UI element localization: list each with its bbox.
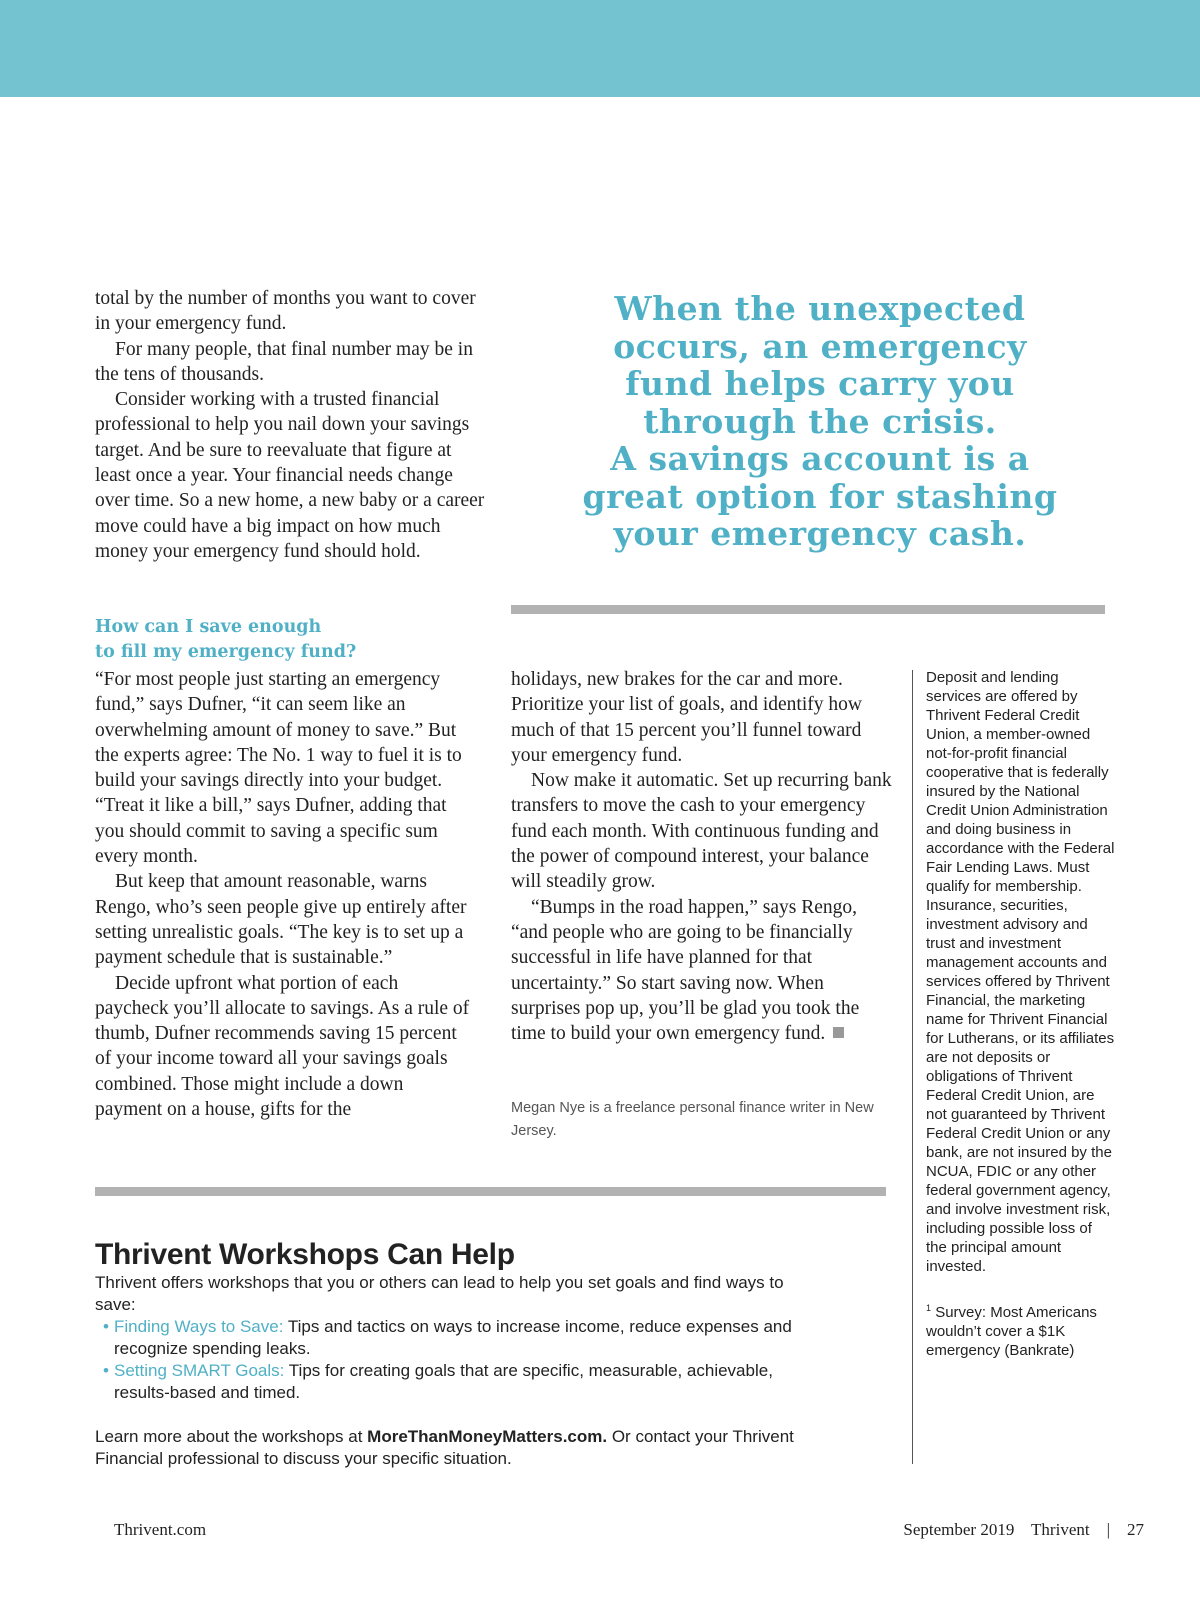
paragraph: For many people, that final number may be in the tens of thousands. [95, 338, 473, 385]
disclosure-text: Deposit and lending services are offered by Thrivent Federal Credit Union, a member-owned not-for-profit financial cooperative that is federally insured by the National Credit Union Administration and doing business in accordance with the Federal Fair Lending Laws. Must qualify for membership. Insurance, securities, investment advisory and trust and investment management accounts and services offered by Thrivent Financial, the marketing name for Thrivent Financial for Lutherans, or its affiliates are not deposits or obligations of Thrivent Federal Credit Union, are not guaranteed by Thrivent Federal Credit Union or any bank, are not insured by the NCUA, FDIC or any other federal government agency, and involve investment risk, including possible loss of the principal amount invested. [926, 669, 1115, 1275]
article-column-1-bottom [95, 667, 475, 1122]
author-byline [511, 1097, 896, 1143]
pull-quote-part-1: When the unexpected occurs, an emergency fund helps carry you through the crisis. [613, 289, 1027, 441]
learn-more-suffix: Or contact your Thrivent Financial professional to discuss your specific situation. [95, 1427, 794, 1468]
footnote [926, 1299, 1116, 1360]
footnote-marker: 1 [926, 1303, 932, 1313]
header-band [0, 0, 1200, 97]
workshops-intro: Thrivent offers workshops that you or others can lead to help you set goals and find ways to save: [95, 1273, 784, 1314]
sidebar-divider [912, 670, 913, 1464]
subhead [95, 615, 485, 665]
paragraph [511, 895, 896, 1047]
pull-quote [560, 290, 1080, 553]
workshops-learn-more [95, 1426, 815, 1470]
footnote-text: Survey: Most Americans wouldn’t cover a $1K emergency (Bankrate) [926, 1304, 1097, 1359]
divider [511, 605, 1105, 614]
footer-separator: | [1106, 1520, 1110, 1539]
paragraph: But keep that amount reasonable, warns Rengo, who’s seen people give up entirely after setting unrealistic goals. “The key is to set up a payment schedule that is sustainable.” [95, 871, 467, 969]
paragraph: holidays, new brakes for the car and more. Prioritize your list of goals, and identify how much of that 15 percent you’ll funnel toward your emergency fund. [511, 669, 862, 766]
workshop-label: Setting SMART Goals: [114, 1361, 285, 1380]
learn-more-prefix: Learn more about the workshops at [95, 1427, 368, 1446]
footer-date: September 2019 [903, 1520, 1015, 1539]
workshop-description: Tips for creating goals that are specific, measurable, achievable, results-based and timed. [114, 1361, 773, 1402]
sidebar [926, 668, 1116, 1360]
bullet-icon: • [103, 1317, 109, 1336]
footer-magazine: Thrivent [1031, 1520, 1090, 1539]
paragraph: Now make it automatic. Set up recurring bank transfers to move the cash to your emergency fund each month. With continuous funding and the power of compound interest, your balance will steadily grow. [511, 770, 892, 893]
byline-text: Megan Nye is a freelance personal finance writer in New Jersey. [511, 1100, 874, 1139]
paragraph: “For most people just starting an emergency fund,” says Dufner, “it can seem like an overwhelming amount of money to save.” But the experts agree: The No. 1 way to fuel it is to build your savings directly into your budget. “Treat it like a bill,” says Dufner, adding that you should commit to saving a specific sum every month. [95, 669, 462, 868]
workshops-link[interactable]: MoreThanMoneyMatters.com. [367, 1427, 608, 1446]
subhead-line-2: to fill my emergency fund? [95, 642, 357, 662]
workshop-description: Tips and tactics on ways to increase income, reduce expenses and recognize spending leaks. [114, 1317, 792, 1358]
footer-site: Thrivent.com [114, 1520, 207, 1539]
end-mark-icon [833, 1027, 844, 1038]
list-item [95, 1360, 815, 1404]
bullet-icon: • [103, 1361, 109, 1380]
divider [95, 1187, 886, 1196]
paragraph: Decide upfront what portion of each paycheck you’ll allocate to savings. As a rule of thumb, Dufner recommends saving 15 percent of your income toward all your savings goals combined. Those might include a down payment on a house, gifts for the [95, 972, 470, 1121]
workshops-list [95, 1316, 815, 1404]
workshops-section [95, 1238, 815, 1470]
page-number: 27 [1127, 1520, 1144, 1539]
list-item [95, 1316, 815, 1360]
paragraph-text: “Bumps in the road happen,” says Rengo, “and people who are going to be financially successful in life have planned for that uncertainty.” So start saving now. When surprises pop up, you’ll be glad you took the time to build your own emergency fund. [511, 896, 860, 1045]
article-column-1-top [95, 286, 485, 564]
footer-right [903, 1520, 1144, 1540]
article-column-2 [511, 667, 896, 1046]
pull-quote-part-2: A savings account is a great option for stashing your emergency cash. [582, 439, 1058, 553]
workshops-title: Thrivent Workshops Can Help [95, 1238, 515, 1271]
paragraph: total by the number of months you want to cover in your emergency fund. [95, 288, 476, 335]
workshop-label: Finding Ways to Save: [114, 1317, 284, 1336]
paragraph: Consider working with a trusted financial professional to help you nail down your savings target. And be sure to reevaluate that figure at least once a year. Your financial needs change over time. So a new home, a new baby or a career move could have a big impact on how much money your emergency fund should hold. [95, 389, 485, 562]
subhead-line-1: How can I save enough [95, 617, 322, 637]
